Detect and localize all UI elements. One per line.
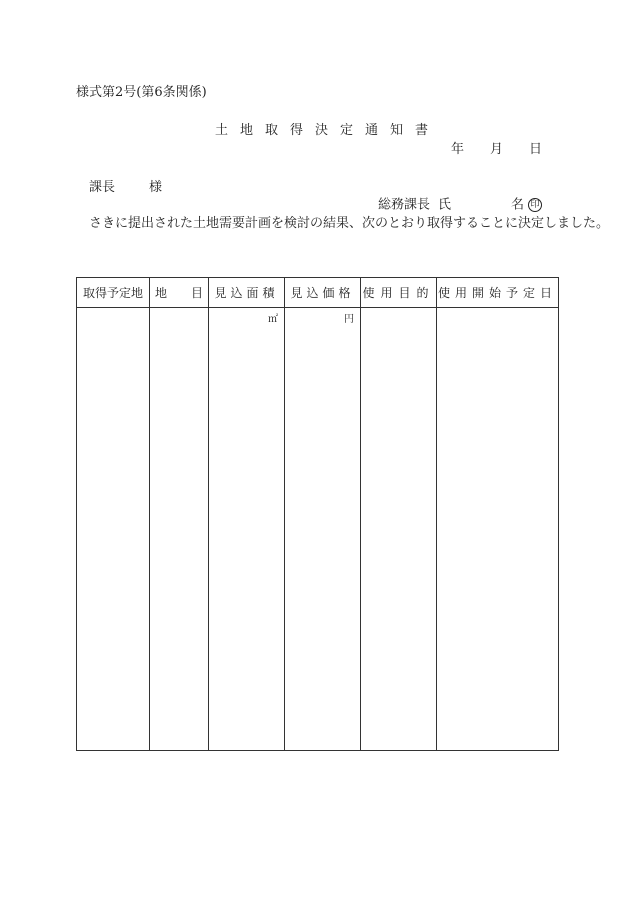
table-body-row [77,308,559,751]
table-header-row [77,278,559,308]
cell-purpose[interactable] [361,308,437,751]
header-land-category: 地 目 [150,278,209,308]
cell-estimated-area[interactable] [209,308,285,751]
sender-line [378,198,542,212]
addressee [89,181,162,194]
header-purpose: 使用目的 [361,278,437,308]
sender-dept: 総務課長 [378,197,431,213]
header-planned-site: 取得予定地 [77,278,150,308]
document-title: 土地取得決定通知書 [215,123,441,138]
month-label: 月 [490,142,504,157]
header-estimated-price: 見込価格 [285,278,361,308]
year-label: 年 [451,142,465,157]
cell-start-date[interactable] [437,308,559,751]
price-unit: 円 [344,314,354,325]
seal-icon: 印 [528,198,542,212]
form-number: 様式第2号(第6条関係) [76,85,207,100]
header-estimated-area: 見込面積 [209,278,285,308]
area-unit: ㎡ [268,314,278,325]
sender-name-label-2: 名 [511,197,525,213]
cell-planned-site[interactable] [77,308,150,751]
day-label: 日 [529,142,543,157]
cell-estimated-price[interactable] [285,308,361,751]
cell-land-category[interactable] [150,308,209,751]
sender-name-label-1: 氏 [438,197,452,213]
addressee-title: 課長 [89,180,116,195]
date-line [451,143,542,156]
addressee-honorific: 様 [149,180,163,195]
acquisition-table [76,277,559,751]
body-text: さきに提出された土地需要計画を検討の結果、次のとおり取得することに決定しました。 [89,216,610,231]
header-start-date: 使用開始予定日 [437,278,559,308]
